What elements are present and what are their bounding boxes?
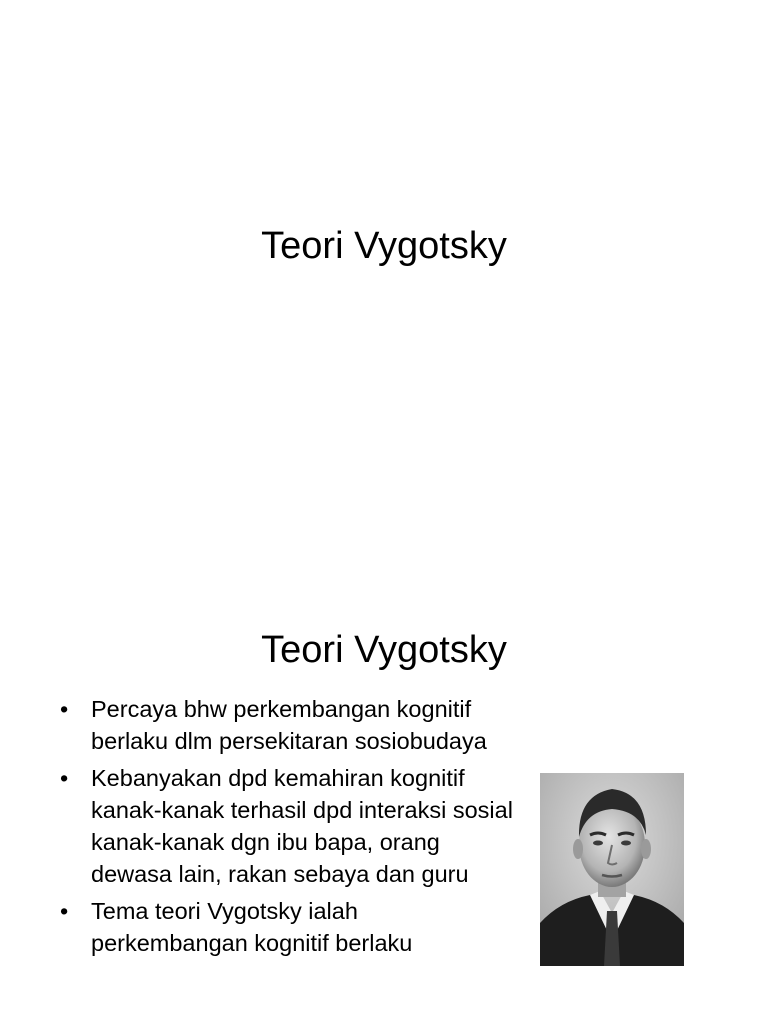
bullet-item — [58, 895, 518, 959]
slide-2 — [0, 576, 768, 1024]
bullet-text: Tema teori Vygotsky ialah perkembangan kognitif berlaku — [91, 898, 413, 956]
bullet-icon: • — [60, 765, 69, 791]
bullet-item — [58, 762, 518, 890]
bullet-text: Kebanyakan dpd kemahiran kognitif kanak-kanak terhasil dpd interaksi sosial kanak-kanak dgn ibu bapa, orang dewasa lain, rakan sebaya dan guru — [91, 765, 513, 887]
bullet-list — [58, 693, 518, 964]
slide-1-title: Teori Vygotsky — [261, 225, 507, 267]
bullet-icon: • — [60, 898, 69, 924]
bullet-item — [58, 693, 518, 757]
bullet-icon: • — [60, 696, 69, 722]
portrait-photo — [540, 773, 684, 966]
slide-2-title: Teori Vygotsky — [261, 629, 507, 671]
bullet-text: Percaya bhw perkembangan kognitif berlaku dlm persekitaran sosiobudaya — [91, 696, 487, 754]
